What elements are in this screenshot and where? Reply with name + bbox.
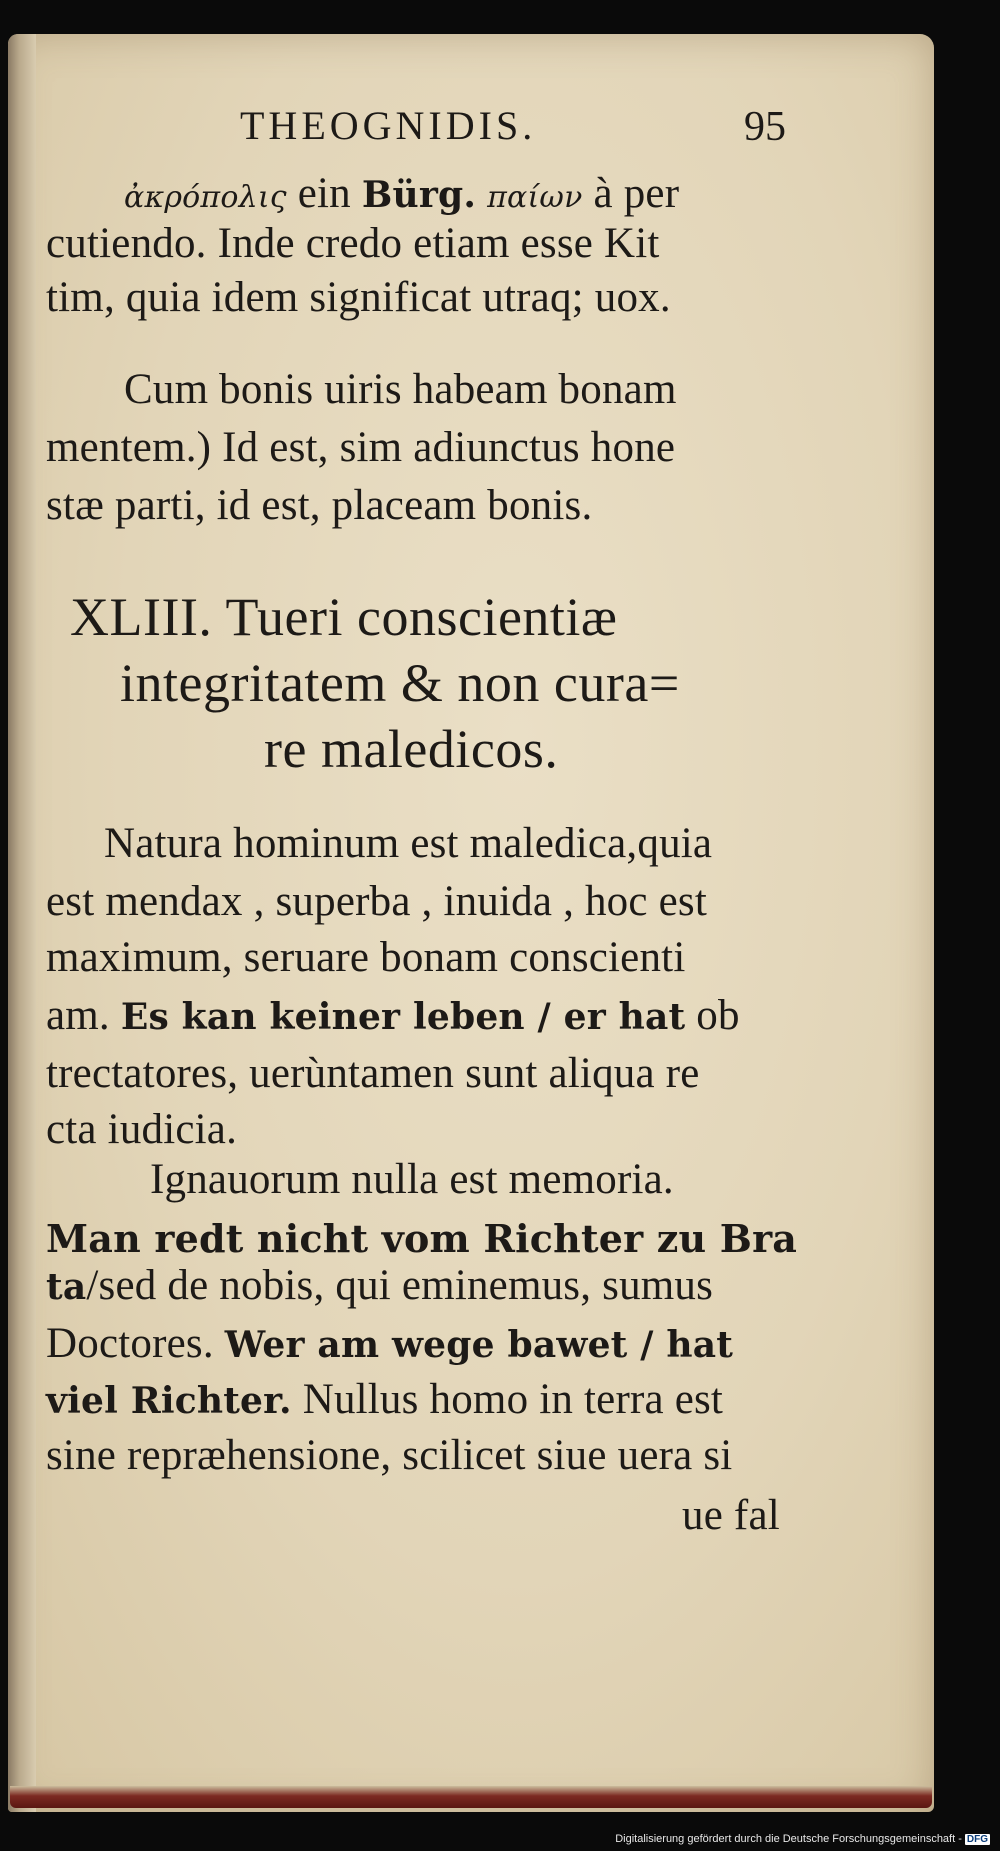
greek-word: παίων xyxy=(487,180,583,215)
latin-word: ein xyxy=(297,170,351,217)
para3-line4 xyxy=(46,994,740,1037)
para4-line4 xyxy=(46,1322,733,1365)
para2-line3: stæ parti, id est, placeam bonis. xyxy=(46,482,593,529)
section-heading-line3: re maledicos. xyxy=(264,719,559,779)
para4-line3 xyxy=(46,1264,713,1307)
section-heading-line2: integritatem & non cura= xyxy=(120,653,680,713)
greek-word: ἀκρόπολις xyxy=(124,180,287,215)
latin-word: Doctores. xyxy=(46,1320,214,1367)
para1-line3: tim, quia idem significat utraq; uox. xyxy=(46,274,671,321)
para4-line6: sine repræhensione, scilicet siue uera si xyxy=(46,1432,733,1479)
para2-line1: Cum bonis uiris habeam bonam xyxy=(124,366,677,413)
section-heading-line1: XLIII. Tueri conscientiæ xyxy=(70,587,618,647)
latin-word: am. xyxy=(46,992,110,1039)
fraktur-phrase: viel Richter. xyxy=(46,1380,292,1422)
fraktur-phrase: Es kan keiner leben / er hat xyxy=(120,996,686,1038)
para3-line2: est mendax , superba , inuida , hoc est xyxy=(46,878,707,925)
latin-word: à per xyxy=(593,170,680,217)
para3-line6: cta iudicia. xyxy=(46,1106,238,1153)
page-number: 95 xyxy=(744,104,786,150)
para1-line1 xyxy=(124,172,679,215)
latin-text: /sed de nobis, qui eminemus, sumus xyxy=(86,1262,714,1309)
para3-line1: Natura hominum est maledica,quia xyxy=(104,820,713,867)
para1-line2: cutiendo. Inde credo etiam esse Kit xyxy=(46,220,660,267)
para4-line5 xyxy=(46,1378,723,1421)
dfg-logo: DFG xyxy=(966,1834,988,1845)
page-binding-edge xyxy=(8,34,36,1812)
fraktur-phrase: Wer am wege bawet / hat xyxy=(224,1324,734,1366)
para4-line1: Ignauorum nulla est memoria. xyxy=(150,1156,674,1203)
footer-text: Digitalisierung gefördert durch die Deutsche Forschungsgemeinschaft - xyxy=(615,1833,962,1845)
para3-line3: maximum, seruare bonam conscienti xyxy=(46,934,686,981)
para4-line2: Man redt nicht vom Richter zu Bra xyxy=(46,1216,798,1261)
para2-line2: mentem.) Id est, sim adiunctus hone xyxy=(46,424,676,471)
catchword: ue fal xyxy=(682,1492,780,1539)
latin-text: Nullus homo in terra est xyxy=(302,1376,724,1423)
digitization-footer xyxy=(615,1833,990,1845)
para3-line5: trectatores, uerùntamen sunt aliqua re xyxy=(46,1050,700,1097)
fraktur-word: ta xyxy=(46,1266,87,1308)
fraktur-word: Bürg. xyxy=(361,174,477,216)
running-head: THEOGNIDIS. xyxy=(240,103,537,148)
latin-word: ob xyxy=(696,992,740,1039)
page-bottom-edge xyxy=(10,1786,932,1808)
